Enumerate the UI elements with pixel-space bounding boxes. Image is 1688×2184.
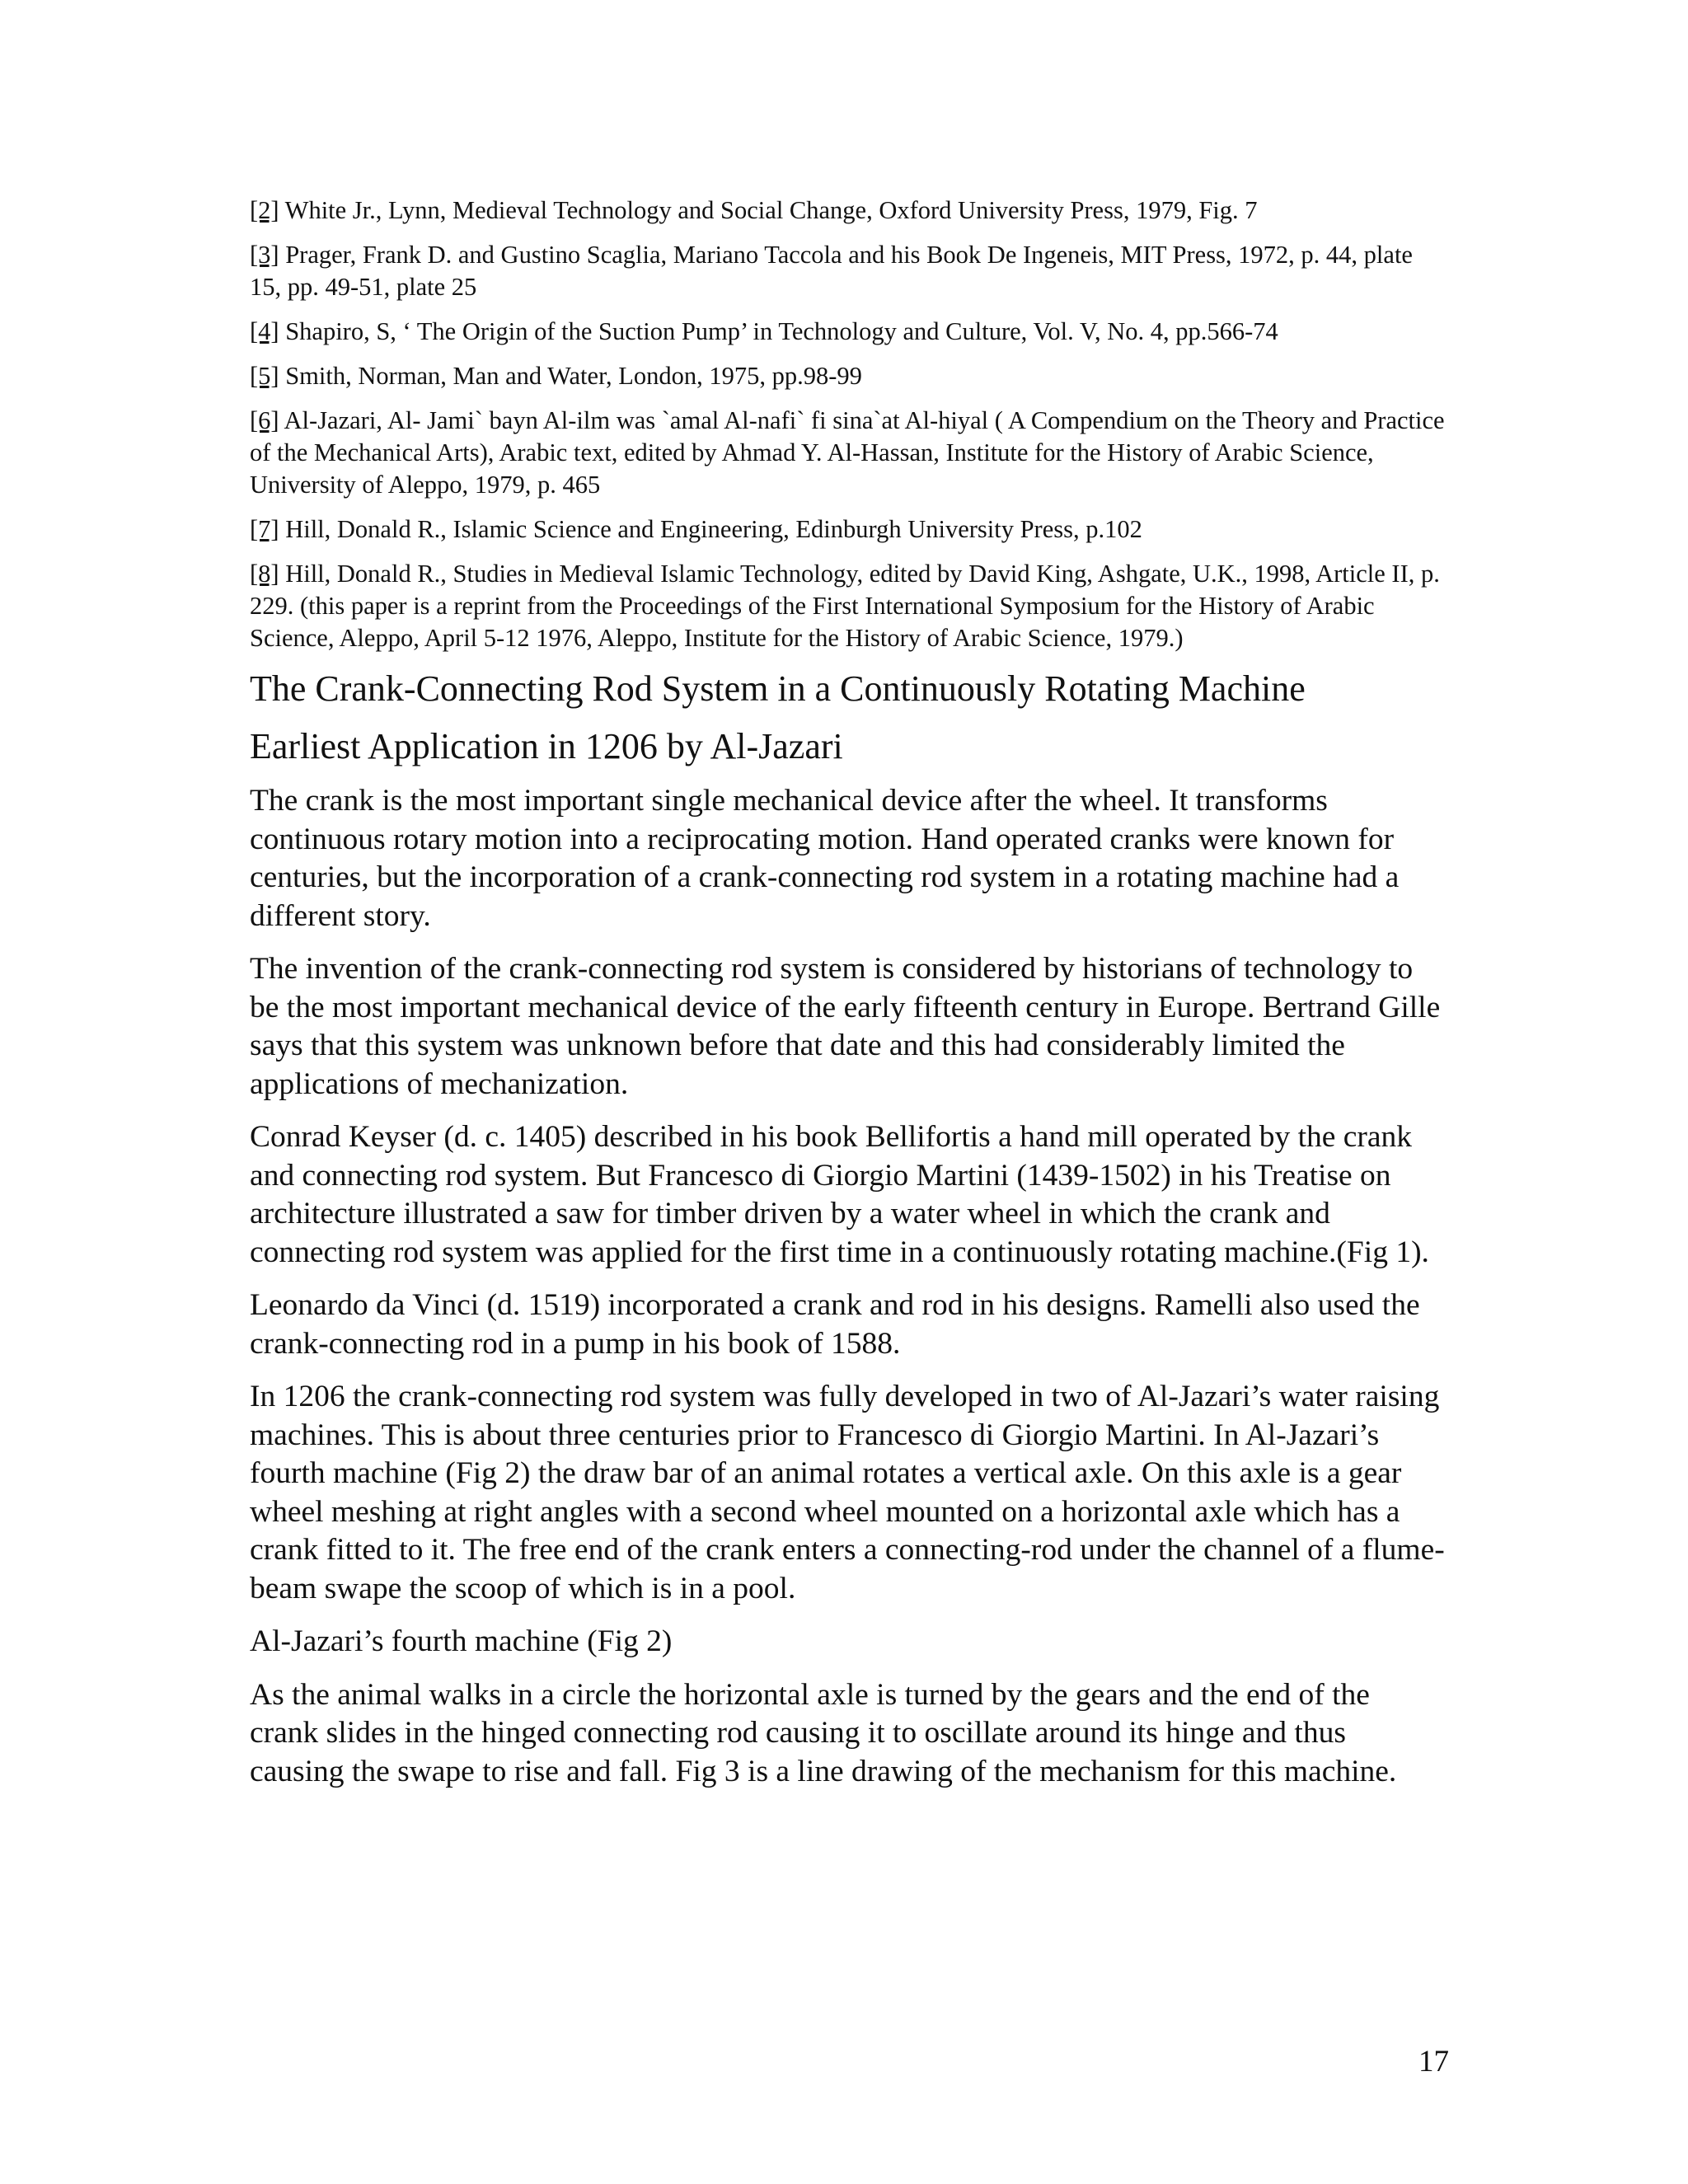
figure-caption: Al-Jazari’s fourth machine (Fig 2) (250, 1624, 673, 1658)
paragraph: Leonardo da Vinci (d. 1519) incorporated a crank and rod in his designs. Ramelli also used the crank-connecting rod in a pump in his book of 1588. (250, 1288, 1420, 1361)
reference-item (250, 360, 1445, 392)
paragraph: In 1206 the crank-connecting rod system was fully developed in two of Al-Jazari’s water raising machines. This is about three centuries prior to Francesco di Giorgio Martini. In Al-Jazari’s fourth machine (Fig 2) the draw bar of an animal rotates a vertical axle. On this axle is a gear wheel meshing at right angles with a second wheel mounted on a horizontal axle which has a crank fitted to it. The free end of the crank enters a connecting-rod under the channel of a flume-beam swape the scoop of which is in a pool. (250, 1380, 1445, 1605)
page-number: 17 (1418, 2045, 1449, 2079)
reference-item (250, 194, 1445, 227)
reference-link[interactable]: [7] (250, 515, 279, 543)
reference-text: Prager, Frank D. and Gustino Scaglia, Mariano Taccola and his Book De Ingeneis, MIT Press, 1972, p. 44, plate 15, pp. 49-51, plate 25 (250, 241, 1413, 301)
paragraph: The crank is the most important single mechanical device after the wheel. It transforms continuous rotary motion into a reciprocating motion. Hand operated cranks were known for centuries, but the incorporation of a crank-connecting rod system in a rotating machine had a different story. (250, 784, 1400, 933)
reference-text: Shapiro, S, ‘ The Origin of the Suction Pump’ in Technology and Culture, Vol. V, No. 4, pp.566-74 (285, 317, 1278, 345)
reference-text: Hill, Donald R., Islamic Science and Engineering, Edinburgh University Press, p.102 (285, 515, 1142, 543)
section-subtitle: Earliest Application in 1206 by Al-Jazari (250, 726, 843, 766)
reference-link[interactable]: [3] (250, 241, 279, 269)
page-content (250, 194, 1445, 1806)
paragraph: As the animal walks in a circle the horizontal axle is turned by the gears and the end of the crank slides in the hinged connecting rod causing it to oscillate around its hinge and thus causing the swape to rise and fall. Fig 3 is a line drawing of the mechanism for this machine. (250, 1677, 1397, 1788)
reference-text: Smith, Norman, Man and Water, London, 1975, pp.98-99 (285, 362, 862, 390)
reference-link[interactable]: [2] (250, 196, 279, 224)
paragraph: The invention of the crank-connecting rod system is considered by historians of technology to be the most important mechanical device of the early fifteenth century in Europe. Bertrand Gille says that this system was unknown before that date and this had considerably limited the applications of mechanization. (250, 952, 1441, 1101)
reference-item (250, 316, 1445, 348)
reference-text: Hill, Donald R., Studies in Medieval Islamic Technology, edited by David King, Ashgate, U.K., 1998, Article II, p. 229. (this paper is a reprint from the Proceedings of the First International Symposium for the History of Arabic Science, Aleppo, April 5-12 1976, Aleppo, Institute for the History of Arabic Science, 1979.) (250, 560, 1440, 652)
reference-item (250, 558, 1445, 654)
reference-text: White Jr., Lynn, Medieval Technology and Social Change, Oxford University Press, 1979, Fig. 7 (284, 196, 1258, 224)
body-text (250, 782, 1445, 1791)
references-list (250, 194, 1445, 654)
reference-link[interactable]: [5] (250, 362, 279, 390)
section-title: The Crank-Connecting Rod System in a Continuously Rotating Machine (250, 668, 1306, 709)
reference-link[interactable]: [6] (250, 406, 279, 434)
reference-item (250, 513, 1445, 546)
reference-item (250, 405, 1445, 501)
reference-item (250, 239, 1445, 303)
paragraph: Conrad Keyser (d. c. 1405) described in his book Bellifortis a hand mill operated by the crank and connecting rod system. But Francesco di Giorgio Martini (1439-1502) in his Treatise on architecture illustrated a saw for timber driven by a water wheel in which the crank and connecting rod system was applied for the first time in a continuously rotating machine.(Fig 1). (250, 1120, 1429, 1269)
reference-text: Al-Jazari, Al- Jami` bayn Al-ilm was `amal Al-nafi` fi sina`at Al-hiyal ( A Compendium on the Theory and Practice of the Mechanical Arts), Arabic text, edited by Ahmad Y. Al-Hassan, Institute for the History of Arabic Science, University of Aleppo, 1979, p. 465 (250, 406, 1445, 499)
reference-link[interactable]: [8] (250, 560, 279, 588)
reference-link[interactable]: [4] (250, 317, 279, 345)
